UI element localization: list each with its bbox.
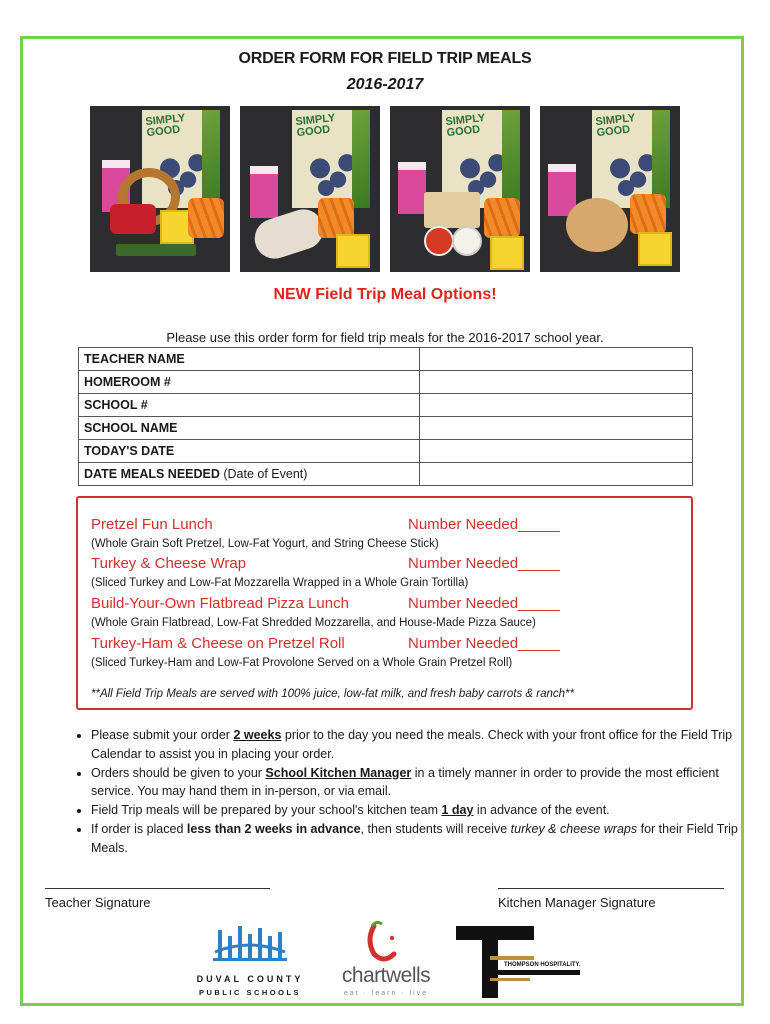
duval-county-logo — [185, 922, 315, 1002]
photo-flatbread-pizza — [390, 106, 530, 272]
list-item: • Field Trip meals will be prepared by your school's kitchen team 1 day in advance of the event. — [91, 801, 741, 820]
date-meals-needed-field[interactable] — [420, 463, 693, 486]
apple-icon — [322, 920, 452, 966]
meal-options-box — [76, 496, 693, 710]
list-item: • Orders should be given to your School Kitchen Manager in a timely manner in order to provide the most efficient service. You may hand them in in-person, or via email. — [91, 764, 741, 801]
carrots — [188, 198, 224, 238]
teacher-signature-line[interactable] — [45, 888, 270, 889]
homeroom-field[interactable] — [420, 371, 693, 394]
yogurt-tube — [110, 204, 156, 234]
intro-text: Please use this order form for field trip meals for the 2016-2017 school year. — [166, 330, 604, 345]
carrots — [318, 198, 354, 238]
table-row — [79, 463, 693, 486]
simply-good-logo: SIMPLY GOOD — [144, 112, 186, 140]
table-row — [79, 371, 693, 394]
instructions-list — [68, 726, 741, 858]
field-label: TEACHER NAME — [79, 348, 420, 371]
list-item: • If order is placed less than 2 weeks in advance, then students will receive turkey & cheese wraps for their Field Trip Meals. — [91, 820, 741, 857]
chartwells-tagline: eat · learn · live — [343, 990, 429, 997]
table-row — [79, 394, 693, 417]
meal-name: Turkey-Ham & Cheese on Pretzel Roll — [91, 635, 345, 652]
carrots — [630, 194, 666, 234]
field-label: SCHOOL # — [79, 394, 420, 417]
list-item: • Please submit your order 2 weeks prior to the day you need the meals. Check with your front office for the Field Trip Calendar to assist you in placing your order. — [91, 726, 741, 763]
sponsor-logos — [0, 918, 770, 1004]
dcps-name: DUVAL COUNTY — [196, 974, 304, 984]
school-building-icon — [185, 922, 315, 968]
pizza-sauce — [424, 226, 454, 256]
new-options-heading: NEW Field Trip Meal Options! — [273, 286, 497, 303]
simply-good-logo: SIMPLY GOOD — [294, 112, 336, 140]
milk-carton — [250, 166, 278, 218]
meal-photos — [90, 106, 680, 272]
school-year: 2016-2017 — [346, 76, 424, 93]
table-row — [79, 417, 693, 440]
field-label: HOMEROOM # — [79, 371, 420, 394]
cheese — [336, 234, 370, 268]
meal-name: Build-Your-Own Flatbread Pizza Lunch — [91, 595, 349, 612]
school-number-field[interactable] — [420, 394, 693, 417]
table-row — [79, 440, 693, 463]
thompson-name: THOMPSON HOSPITALITY. — [504, 962, 581, 968]
number-needed-field[interactable]: Number Needed_____ — [408, 516, 560, 533]
simply-good-logo: SIMPLY GOOD — [594, 112, 636, 140]
meals-note: **All Field Trip Meals are served with 100% juice, low-fat milk, and fresh baby carrots & ranch** — [91, 688, 574, 700]
meal-description: (Sliced Turkey and Low-Fat Mozzarella Wrapped in a Whole Grain Tortilla) — [91, 577, 469, 589]
school-name-field[interactable] — [420, 417, 693, 440]
flatbread — [424, 192, 480, 228]
number-needed-field[interactable]: Number Needed_____ — [408, 635, 560, 652]
field-label: DATE MEALS NEEDED (Date of Event) — [79, 463, 420, 486]
field-label: TODAY'S DATE — [79, 440, 420, 463]
photo-turkey-wrap — [240, 106, 380, 272]
string-cheese — [116, 244, 196, 256]
form-title: ORDER FORM FOR FIELD TRIP MEALS — [238, 50, 532, 67]
number-needed-field[interactable]: Number Needed_____ — [408, 555, 560, 572]
milk-carton — [398, 162, 426, 214]
chartwells-logo — [322, 920, 452, 1000]
photo-pretzel-roll — [540, 106, 680, 272]
simply-good-logo: SIMPLY GOOD — [444, 112, 486, 140]
kitchen-signature-line[interactable] — [498, 888, 724, 889]
number-needed-field[interactable]: Number Needed_____ — [408, 595, 560, 612]
table-row — [79, 348, 693, 371]
teacher-name-field[interactable] — [420, 348, 693, 371]
pretzel-roll — [566, 198, 628, 252]
carrots — [484, 198, 520, 238]
meal-description: (Whole Grain Flatbread, Low-Fat Shredded Mozzarella, and House-Made Pizza Sauce) — [91, 617, 536, 629]
meal-name: Pretzel Fun Lunch — [91, 516, 213, 533]
cheese — [638, 232, 672, 266]
meal-description: (Sliced Turkey-Ham and Low-Fat Provolone Served on a Whole Grain Pretzel Roll) — [91, 657, 513, 669]
todays-date-field[interactable] — [420, 440, 693, 463]
photo-pretzel-lunch — [90, 106, 230, 272]
thompson-hospitality-logo — [456, 926, 586, 998]
teacher-info-table — [78, 347, 693, 486]
kitchen-signature-label: Kitchen Manager Signature — [498, 895, 656, 910]
meal-description: (Whole Grain Soft Pretzel, Low-Fat Yogurt, and String Cheese Stick) — [91, 538, 439, 550]
field-label: SCHOOL NAME — [79, 417, 420, 440]
dcps-subtitle: PUBLIC SCHOOLS — [198, 988, 302, 997]
cheese — [490, 236, 524, 270]
teacher-signature-label: Teacher Signature — [45, 895, 151, 910]
ranch-cup — [452, 226, 482, 256]
chartwells-name: chartwells — [341, 964, 431, 987]
meal-name: Turkey & Cheese Wrap — [91, 555, 247, 572]
